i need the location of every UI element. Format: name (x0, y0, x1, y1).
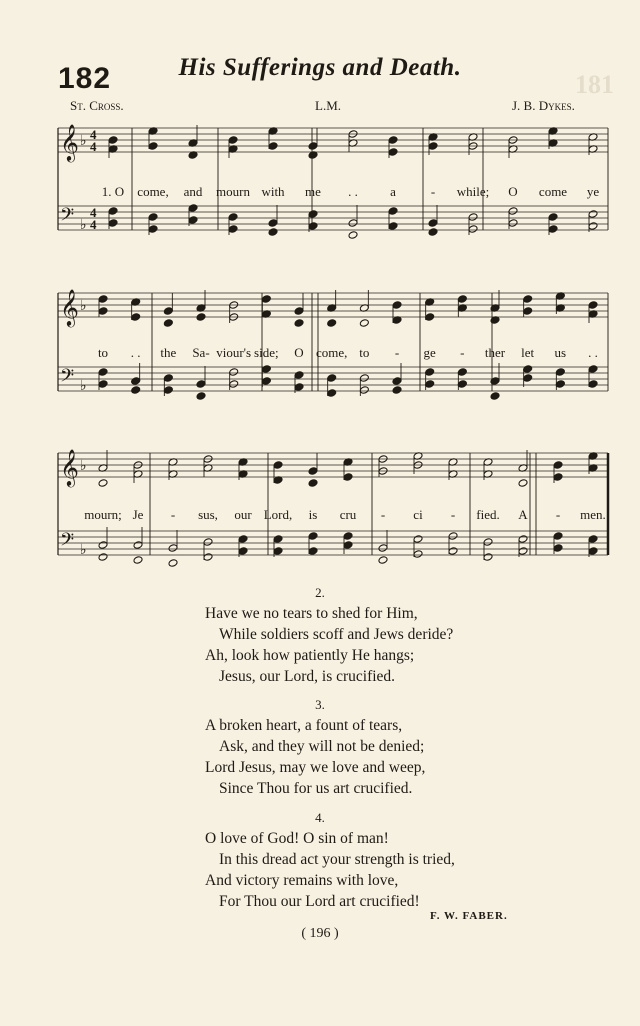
key-flat: ♭ (80, 543, 87, 558)
note-head (483, 538, 493, 547)
note-head (490, 392, 500, 401)
note-head (448, 547, 458, 556)
bass-clef: 𝄢 (60, 366, 75, 391)
note-head (348, 231, 358, 240)
note-head (261, 295, 271, 304)
lyric-syllable: cru (339, 507, 357, 522)
note-head (448, 532, 458, 541)
note-head (588, 547, 598, 556)
note-head (483, 553, 493, 562)
note-head (98, 307, 108, 316)
note-head (133, 541, 143, 550)
note-head (261, 377, 271, 386)
note-head (553, 461, 563, 470)
note-head (388, 207, 398, 216)
page-number: ( 196 ) (301, 926, 339, 941)
note-head (457, 295, 467, 304)
note-head (196, 380, 206, 389)
verse-line: Since Thou for us art crucified. (219, 780, 413, 797)
note-head (428, 142, 438, 151)
lyric-syllable: - (394, 345, 400, 360)
verse-line: O love of God! O sin of man! (205, 830, 389, 847)
lyric-syllable: - (460, 345, 465, 360)
note-head (148, 142, 158, 151)
note-head (238, 547, 248, 556)
verse-number: 4. (315, 810, 325, 825)
bass-clef: 𝄢 (60, 530, 75, 555)
note-head (555, 368, 565, 377)
note-head (327, 319, 337, 328)
lyric-syllable: ci (413, 507, 423, 522)
note-head (98, 295, 108, 304)
time-signature: 4 (90, 127, 97, 142)
lyric-syllable: - (170, 507, 176, 522)
lyric-syllable: come, (315, 345, 348, 360)
note-head (229, 380, 239, 389)
note-head (425, 313, 435, 322)
lyric-syllable: 1. O (101, 184, 125, 199)
note-head (229, 368, 239, 377)
note-head (588, 380, 598, 389)
note-head (168, 559, 178, 568)
lyric-syllable: fied. (476, 507, 500, 522)
lyric-syllable: a (390, 184, 396, 199)
note-head (359, 386, 369, 395)
verse-3 (205, 715, 425, 799)
note-head (98, 368, 108, 377)
lyric-syllable: O (294, 345, 304, 360)
author-credit: F. W. FABER. (430, 910, 508, 922)
note-head (163, 374, 173, 383)
treble-clef: 𝄞 (60, 448, 79, 486)
lyric-syllable: while; (456, 184, 490, 199)
note-head (588, 210, 598, 219)
note-head (108, 207, 118, 216)
note-head (378, 544, 388, 553)
note-head (548, 225, 558, 234)
note-head (163, 319, 173, 328)
note-head (343, 532, 353, 541)
note-head (131, 377, 141, 386)
lyric-syllable: me (305, 184, 321, 199)
verse-line: In this dread act your strength is tried, (219, 851, 455, 868)
verse-number: 3. (315, 697, 325, 712)
lyric-syllable: us (554, 345, 567, 360)
note-head (294, 383, 304, 392)
music-system-1 (0, 120, 640, 270)
note-head (588, 365, 598, 374)
lyric-syllable: ye (586, 184, 600, 199)
note-head (588, 535, 598, 544)
note-head (378, 556, 388, 565)
lyric-syllable: the (160, 345, 177, 360)
bass-clef: 𝄢 (60, 205, 75, 230)
key-flat: ♭ (80, 218, 87, 233)
note-head (428, 228, 438, 237)
lyric-syllable: - (450, 507, 456, 522)
note-head (457, 368, 467, 377)
note-head (468, 213, 478, 222)
lyric-syllable: mourn; (84, 507, 122, 522)
note-head (392, 377, 402, 386)
lyric-syllable: to (359, 345, 370, 360)
verse-line: For Thou our Lord art crucified! (219, 893, 420, 910)
note-head (273, 461, 283, 470)
note-head (196, 313, 206, 322)
note-head (308, 222, 318, 231)
lyric-syllable: Sa- (192, 345, 210, 360)
music-system-2 (0, 285, 640, 425)
treble-clef: 𝄞 (60, 123, 79, 161)
lyric-syllable: Lord, (263, 507, 293, 522)
key-flat: ♭ (80, 459, 87, 474)
note-head (468, 225, 478, 234)
note-head (308, 532, 318, 541)
lyric-syllable: Je (132, 507, 144, 522)
note-head (148, 213, 158, 222)
verse-line: Lord Jesus, may we love and weep, (205, 759, 426, 776)
note-head (238, 535, 248, 544)
note-head (261, 365, 271, 374)
time-signature: 4 (90, 205, 97, 220)
note-head (548, 213, 558, 222)
note-head (108, 219, 118, 228)
verse-line: And victory remains with love, (205, 872, 399, 889)
note-head (490, 377, 500, 386)
note-head (518, 547, 528, 556)
note-head (98, 380, 108, 389)
note-head (308, 479, 318, 488)
time-signature: 4 (90, 217, 97, 232)
note-head (98, 479, 108, 488)
note-head (392, 386, 402, 395)
note-head (203, 538, 213, 547)
page-title: His Sufferings and Death. (178, 54, 462, 81)
lyric-syllable: and (183, 184, 203, 199)
note-head (425, 368, 435, 377)
verse-line: Ask, and they will not be denied; (219, 738, 425, 755)
note-head (553, 544, 563, 553)
note-head (203, 553, 213, 562)
note-head (388, 136, 398, 145)
lyric-syllable: our (234, 507, 252, 522)
note-head (308, 210, 318, 219)
note-head (508, 219, 518, 228)
lyric-syllable: sus, (198, 507, 218, 522)
lyric-syllable: with (261, 184, 285, 199)
note-head (308, 547, 318, 556)
verse-line: Jesus, our Lord, is crucified. (219, 668, 396, 685)
verse-number: 2. (315, 585, 325, 600)
key-flat: ♭ (80, 379, 87, 394)
note-head (588, 301, 598, 310)
verse-line: While soldiers scoff and Jews deride? (219, 626, 454, 643)
note-head (131, 386, 141, 395)
lyric-syllable: - (555, 507, 561, 522)
note-head (308, 142, 318, 151)
tune-name: St. Cross. (70, 98, 124, 113)
note-head (108, 136, 118, 145)
note-head (148, 225, 158, 234)
bleed-through-number: 181 (575, 70, 614, 99)
note-head (523, 307, 533, 316)
lyric-syllable: come, (137, 184, 169, 199)
key-flat: ♭ (80, 134, 87, 149)
lyric-syllable: A (518, 507, 528, 522)
note-head (413, 535, 423, 544)
note-head (555, 380, 565, 389)
note-head (523, 374, 533, 383)
note-head (98, 541, 108, 550)
note-head (413, 550, 423, 559)
lyric-syllable: - (430, 184, 436, 199)
note-head (523, 365, 533, 374)
note-head (518, 535, 528, 544)
lyric-syllable: mourn (216, 184, 250, 199)
note-head (133, 556, 143, 565)
composer: J. B. Dykes. (512, 98, 575, 113)
verse-2 (205, 603, 453, 687)
note-head (392, 301, 402, 310)
note-head (98, 553, 108, 562)
note-head (273, 535, 283, 544)
lyric-syllable: ge (423, 345, 436, 360)
note-head (294, 307, 304, 316)
note-head (327, 374, 337, 383)
treble-clef: 𝄞 (60, 288, 79, 326)
lyric-syllable: . . (130, 345, 141, 360)
note-head (508, 207, 518, 216)
verse-4 (205, 828, 455, 912)
lyric-syllable: . . (348, 184, 358, 199)
note-head (348, 219, 358, 228)
verse-line: Have we no tears to shed for Him, (205, 605, 418, 622)
lyric-syllable: side; (254, 345, 279, 360)
note-head (457, 380, 467, 389)
hymn-number: 182 (58, 62, 112, 95)
note-head (308, 467, 318, 476)
note-head (428, 219, 438, 228)
note-head (168, 544, 178, 553)
note-head (268, 219, 278, 228)
lyric-syllable: is (308, 507, 318, 522)
key-flat: ♭ (80, 299, 87, 314)
lyric-syllable: viour's (216, 345, 252, 360)
note-head (343, 541, 353, 550)
note-head (523, 295, 533, 304)
note-head (327, 389, 337, 398)
note-head (553, 473, 563, 482)
lyric-syllable: let (521, 345, 535, 360)
verse-line: A broken heart, a fount of tears, (205, 717, 403, 734)
note-head (188, 216, 198, 225)
verse-line: Ah, look how patiently He hangs; (205, 647, 415, 664)
time-signature: 4 (90, 139, 97, 154)
note-head (343, 473, 353, 482)
note-head (228, 225, 238, 234)
lyric-syllable: come (538, 184, 568, 199)
meter: L.M. (315, 98, 341, 113)
note-head (359, 319, 369, 328)
lyric-syllable: to (97, 345, 109, 360)
music-system-3 (0, 445, 640, 590)
note-head (188, 204, 198, 213)
note-head (588, 222, 598, 231)
note-head (388, 148, 398, 157)
lyric-syllable: - (380, 507, 386, 522)
note-head (294, 319, 304, 328)
note-head (518, 479, 528, 488)
note-head (228, 136, 238, 145)
lyric-syllable: O (508, 184, 518, 199)
note-head (359, 374, 369, 383)
note-head (163, 307, 173, 316)
note-head (294, 371, 304, 380)
lyric-syllable: ther (484, 345, 506, 360)
lyric-syllable: . . (588, 345, 598, 360)
note-head (388, 222, 398, 231)
note-head (268, 228, 278, 237)
note-head (425, 380, 435, 389)
lyric-syllable: men. (580, 507, 606, 522)
note-head (163, 386, 173, 395)
note-head (273, 547, 283, 556)
note-head (131, 313, 141, 322)
note-head (553, 532, 563, 541)
note-head (228, 213, 238, 222)
note-head (268, 142, 278, 151)
note-head (196, 392, 206, 401)
